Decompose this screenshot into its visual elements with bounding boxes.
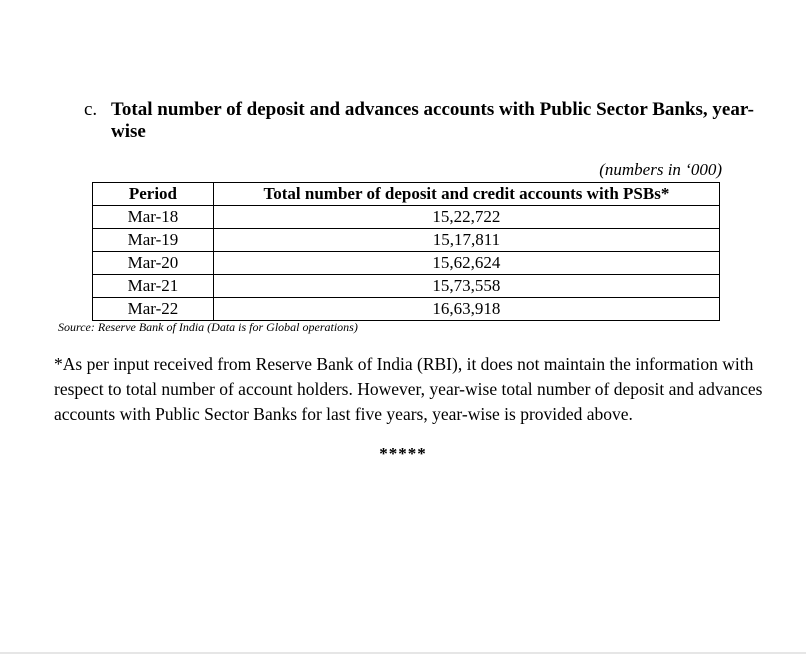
period-cell: Mar-19 <box>93 229 214 252</box>
source-note: Source: Reserve Bank of India (Data is for Global operations) <box>58 320 358 334</box>
accounts-cell: 15,22,722 <box>213 206 719 229</box>
column-header-accounts: Total number of deposit and credit accounts with PSBs* <box>213 183 719 206</box>
accounts-table <box>92 182 720 321</box>
end-marker: ***** <box>379 444 427 463</box>
accounts-cell: 15,62,624 <box>213 252 719 275</box>
table-header-row <box>93 183 720 206</box>
period-cell: Mar-18 <box>93 206 214 229</box>
accounts-cell: 15,73,558 <box>213 275 719 298</box>
page-divider <box>0 652 806 654</box>
period-cell: Mar-22 <box>93 298 214 321</box>
footnote-paragraph: *As per input received from Reserve Bank of India (RBI), it does not maintain the information with respect to total number of account holders. However, year-wise total number of deposit and advances accounts with Public Sector Banks for last five years, year-wise is provided above. <box>54 354 763 424</box>
units-note: (numbers in ‘000) <box>599 160 722 179</box>
accounts-cell: 15,17,811 <box>213 229 719 252</box>
table-row <box>93 252 720 275</box>
period-cell: Mar-21 <box>93 275 214 298</box>
section-marker: c. <box>84 99 98 120</box>
table-row <box>93 275 720 298</box>
section-title: Total number of deposit and advances accounts with Public Sector Banks, year-wise <box>111 99 754 142</box>
table-row <box>93 206 720 229</box>
table-row <box>93 298 720 321</box>
period-cell: Mar-20 <box>93 252 214 275</box>
table-row <box>93 229 720 252</box>
column-header-period: Period <box>93 183 214 206</box>
accounts-cell: 16,63,918 <box>213 298 719 321</box>
